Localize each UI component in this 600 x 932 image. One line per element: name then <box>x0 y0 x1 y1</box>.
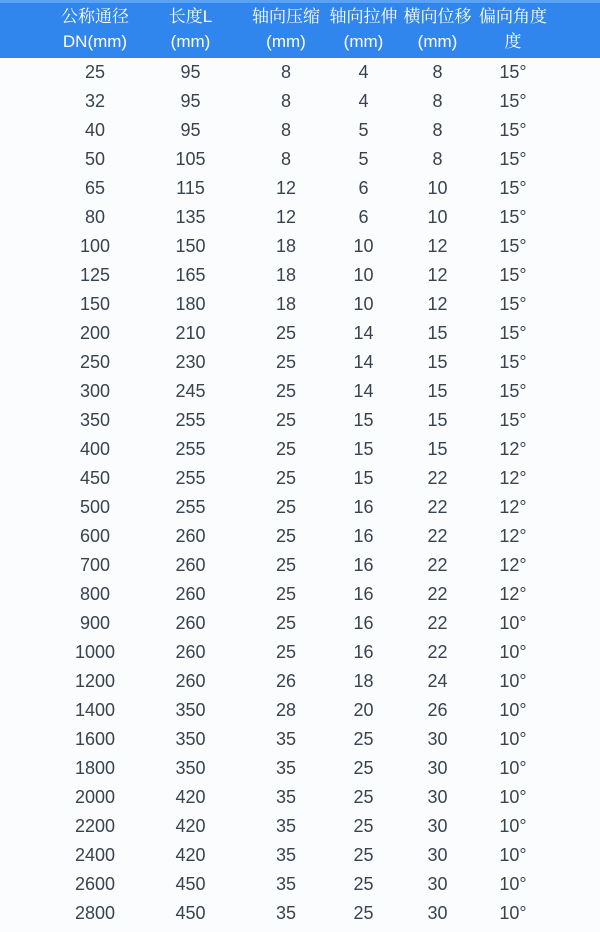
table-header <box>0 0 600 58</box>
table-cell: 165 <box>145 261 236 290</box>
table-cell: 32 <box>0 87 145 116</box>
table-cell: 15° <box>474 319 600 348</box>
table-row <box>0 812 600 841</box>
table-cell: 400 <box>0 435 145 464</box>
header-title: 公称通径 <box>61 7 129 26</box>
table-row <box>0 667 600 696</box>
table-cell: 18 <box>236 232 326 261</box>
table-cell: 420 <box>145 812 236 841</box>
table-cell: 30 <box>401 783 474 812</box>
table-cell: 15° <box>474 290 600 319</box>
table-cell: 15° <box>474 203 600 232</box>
table-cell: 8 <box>236 87 326 116</box>
table-cell: 22 <box>401 580 474 609</box>
table-cell: 22 <box>401 609 474 638</box>
table-cell: 10° <box>474 696 600 725</box>
table-cell: 260 <box>145 522 236 551</box>
table-cell: 420 <box>145 841 236 870</box>
table-cell: 25 <box>0 58 145 87</box>
table-cell: 14 <box>326 377 401 406</box>
table-cell: 16 <box>326 522 401 551</box>
table-cell: 50 <box>0 145 145 174</box>
table-cell: 2200 <box>0 812 145 841</box>
table-cell: 12 <box>236 203 326 232</box>
table-cell: 22 <box>401 638 474 667</box>
header-cell-axial-compression <box>236 0 326 58</box>
table-cell: 22 <box>401 522 474 551</box>
header-unit: (mm) <box>417 32 458 51</box>
table-cell: 15° <box>474 58 600 87</box>
table-cell: 10° <box>474 870 600 899</box>
table-cell: 10 <box>326 232 401 261</box>
table-cell: 255 <box>145 406 236 435</box>
table-cell: 4 <box>326 87 401 116</box>
table-cell: 30 <box>401 870 474 899</box>
table-cell: 180 <box>145 290 236 319</box>
table-cell: 16 <box>326 493 401 522</box>
table-cell: 420 <box>145 783 236 812</box>
table-row <box>0 493 600 522</box>
table-cell: 24 <box>401 667 474 696</box>
table-cell: 1600 <box>0 725 145 754</box>
table-cell: 15° <box>474 348 600 377</box>
table-cell: 10 <box>326 290 401 319</box>
table-cell: 15° <box>474 261 600 290</box>
table-row <box>0 377 600 406</box>
table-cell: 25 <box>326 870 401 899</box>
table-cell: 40 <box>0 116 145 145</box>
table-cell: 150 <box>0 290 145 319</box>
table-row <box>0 609 600 638</box>
table-cell: 16 <box>326 609 401 638</box>
table-cell: 450 <box>145 870 236 899</box>
table-cell: 25 <box>236 522 326 551</box>
table-cell: 25 <box>236 580 326 609</box>
header-cell-nominal-diameter <box>0 0 145 58</box>
table-cell: 30 <box>401 754 474 783</box>
table-cell: 12° <box>474 464 600 493</box>
table-cell: 15° <box>474 406 600 435</box>
table-cell: 105 <box>145 145 236 174</box>
table-cell: 5 <box>326 145 401 174</box>
table-row <box>0 203 600 232</box>
table-row <box>0 261 600 290</box>
table-cell: 22 <box>401 551 474 580</box>
header-title: 横向位移 <box>403 7 472 26</box>
header-cell-deflection-angle <box>474 0 600 58</box>
table-cell: 700 <box>0 551 145 580</box>
table-cell: 1000 <box>0 638 145 667</box>
table-cell: 15° <box>474 232 600 261</box>
table-cell: 18 <box>326 667 401 696</box>
table-cell: 15 <box>326 406 401 435</box>
table-cell: 255 <box>145 435 236 464</box>
table-cell: 15° <box>474 377 600 406</box>
table-cell: 230 <box>145 348 236 377</box>
table-row <box>0 58 600 87</box>
table-row <box>0 638 600 667</box>
table-cell: 255 <box>145 493 236 522</box>
table-cell: 35 <box>236 812 326 841</box>
table-row <box>0 870 600 899</box>
table-cell: 5 <box>326 116 401 145</box>
table-cell: 16 <box>326 580 401 609</box>
table-cell: 10 <box>401 203 474 232</box>
table-cell: 10° <box>474 899 600 928</box>
table-cell: 18 <box>236 290 326 319</box>
header-title: 轴向拉伸 <box>329 7 398 26</box>
table-cell: 25 <box>326 783 401 812</box>
table-cell: 25 <box>326 812 401 841</box>
table-cell: 25 <box>236 406 326 435</box>
table-cell: 10° <box>474 812 600 841</box>
header-unit: (mm) <box>343 32 384 51</box>
table-row <box>0 522 600 551</box>
table-row <box>0 580 600 609</box>
table-cell: 450 <box>0 464 145 493</box>
table-row <box>0 841 600 870</box>
table-cell: 25 <box>236 551 326 580</box>
table-cell: 8 <box>401 58 474 87</box>
table-cell: 125 <box>0 261 145 290</box>
table-cell: 15° <box>474 116 600 145</box>
table-cell: 260 <box>145 667 236 696</box>
table-row <box>0 87 600 116</box>
table-cell: 150 <box>145 232 236 261</box>
table-cell: 15 <box>401 406 474 435</box>
header-title: 轴向压缩 <box>252 7 320 26</box>
header-unit: 度 <box>504 32 522 51</box>
table-cell: 8 <box>401 87 474 116</box>
table-cell: 35 <box>236 725 326 754</box>
table-cell: 245 <box>145 377 236 406</box>
table-cell: 210 <box>145 319 236 348</box>
table-cell: 16 <box>326 551 401 580</box>
table-cell: 12° <box>474 435 600 464</box>
table-cell: 35 <box>236 754 326 783</box>
header-row <box>0 0 600 58</box>
table-cell: 35 <box>236 899 326 928</box>
table-cell: 30 <box>401 725 474 754</box>
table-cell: 4 <box>326 58 401 87</box>
table-cell: 900 <box>0 609 145 638</box>
table-row <box>0 319 600 348</box>
table-cell: 30 <box>401 812 474 841</box>
table-cell: 200 <box>0 319 145 348</box>
table-cell: 350 <box>145 725 236 754</box>
table-cell: 12 <box>401 261 474 290</box>
table-cell: 800 <box>0 580 145 609</box>
table-cell: 300 <box>0 377 145 406</box>
table-cell: 8 <box>236 145 326 174</box>
header-top-strip <box>0 0 600 3</box>
header-unit: DN(mm) <box>62 32 128 51</box>
table-cell: 10 <box>326 261 401 290</box>
table-cell: 95 <box>145 116 236 145</box>
table-cell: 14 <box>326 348 401 377</box>
table-cell: 20 <box>326 696 401 725</box>
table-cell: 260 <box>145 580 236 609</box>
table-row <box>0 406 600 435</box>
header-unit: (mm) <box>170 32 211 51</box>
header-title: 偏向角度 <box>479 7 547 26</box>
table-cell: 10° <box>474 783 600 812</box>
table-cell: 260 <box>145 638 236 667</box>
table-cell: 1800 <box>0 754 145 783</box>
table-row <box>0 551 600 580</box>
table-cell: 115 <box>145 174 236 203</box>
table-cell: 95 <box>145 87 236 116</box>
table-cell: 15 <box>401 348 474 377</box>
table-cell: 8 <box>401 116 474 145</box>
table-cell: 10° <box>474 725 600 754</box>
header-cell-axial-extension <box>326 0 401 58</box>
table-cell: 15 <box>401 319 474 348</box>
table-row <box>0 232 600 261</box>
table-cell: 12° <box>474 493 600 522</box>
header-unit: (mm) <box>266 32 306 51</box>
header-cell-lateral-displacement <box>401 0 474 58</box>
header-title: 长度L <box>168 7 213 26</box>
table-cell: 6 <box>326 203 401 232</box>
table-row <box>0 783 600 812</box>
table-row <box>0 696 600 725</box>
table-cell: 25 <box>236 464 326 493</box>
table-cell: 25 <box>326 725 401 754</box>
table-cell: 22 <box>401 493 474 522</box>
table-cell: 10° <box>474 609 600 638</box>
table-cell: 8 <box>236 116 326 145</box>
table-cell: 500 <box>0 493 145 522</box>
header-cell-length <box>145 0 236 58</box>
table-cell: 25 <box>236 377 326 406</box>
table-cell: 35 <box>236 870 326 899</box>
table-cell: 25 <box>236 609 326 638</box>
table-cell: 10 <box>401 174 474 203</box>
table-cell: 35 <box>236 783 326 812</box>
table-cell: 30 <box>401 899 474 928</box>
table-row <box>0 290 600 319</box>
table-cell: 12° <box>474 551 600 580</box>
table-cell: 30 <box>401 841 474 870</box>
table-cell: 10° <box>474 667 600 696</box>
table-cell: 12° <box>474 580 600 609</box>
table-cell: 6 <box>326 174 401 203</box>
table-cell: 25 <box>236 493 326 522</box>
table-cell: 2600 <box>0 870 145 899</box>
table-cell: 100 <box>0 232 145 261</box>
table-cell: 15 <box>326 435 401 464</box>
table-cell: 65 <box>0 174 145 203</box>
table-cell: 260 <box>145 609 236 638</box>
table-cell: 1200 <box>0 667 145 696</box>
table-cell: 28 <box>236 696 326 725</box>
table-row <box>0 435 600 464</box>
table-cell: 25 <box>326 754 401 783</box>
table-cell: 135 <box>145 203 236 232</box>
table-cell: 95 <box>145 58 236 87</box>
table-cell: 1400 <box>0 696 145 725</box>
table-cell: 15° <box>474 87 600 116</box>
table-cell: 2400 <box>0 841 145 870</box>
table-cell: 26 <box>236 667 326 696</box>
table-cell: 22 <box>401 464 474 493</box>
table-cell: 350 <box>145 754 236 783</box>
table-cell: 35 <box>236 841 326 870</box>
table-cell: 2000 <box>0 783 145 812</box>
table-cell: 250 <box>0 348 145 377</box>
table-cell: 10° <box>474 754 600 783</box>
table-cell: 8 <box>401 145 474 174</box>
table-cell: 350 <box>145 696 236 725</box>
table-row <box>0 899 600 928</box>
table-cell: 450 <box>145 899 236 928</box>
table-cell: 260 <box>145 551 236 580</box>
table-cell: 255 <box>145 464 236 493</box>
table-cell: 8 <box>236 58 326 87</box>
table-row <box>0 464 600 493</box>
table-row <box>0 348 600 377</box>
table-cell: 16 <box>326 638 401 667</box>
table-cell: 600 <box>0 522 145 551</box>
table-cell: 25 <box>326 841 401 870</box>
table-row <box>0 145 600 174</box>
table-cell: 14 <box>326 319 401 348</box>
table-cell: 12° <box>474 522 600 551</box>
table-cell: 15 <box>401 377 474 406</box>
table-cell: 2800 <box>0 899 145 928</box>
table-body <box>0 58 600 928</box>
table-cell: 25 <box>236 435 326 464</box>
table-cell: 15 <box>401 435 474 464</box>
table-cell: 26 <box>401 696 474 725</box>
table-row <box>0 725 600 754</box>
table-row <box>0 174 600 203</box>
table-cell: 25 <box>326 899 401 928</box>
table-cell: 10° <box>474 841 600 870</box>
table-cell: 12 <box>401 290 474 319</box>
table-cell: 15° <box>474 145 600 174</box>
table-cell: 18 <box>236 261 326 290</box>
table-cell: 25 <box>236 348 326 377</box>
table-row <box>0 754 600 783</box>
table-row <box>0 116 600 145</box>
table-cell: 15 <box>326 464 401 493</box>
table-cell: 12 <box>236 174 326 203</box>
table-cell: 350 <box>0 406 145 435</box>
table-cell: 25 <box>236 319 326 348</box>
table-cell: 80 <box>0 203 145 232</box>
table-cell: 25 <box>236 638 326 667</box>
table-cell: 15° <box>474 174 600 203</box>
table-cell: 10° <box>474 638 600 667</box>
table-cell: 12 <box>401 232 474 261</box>
